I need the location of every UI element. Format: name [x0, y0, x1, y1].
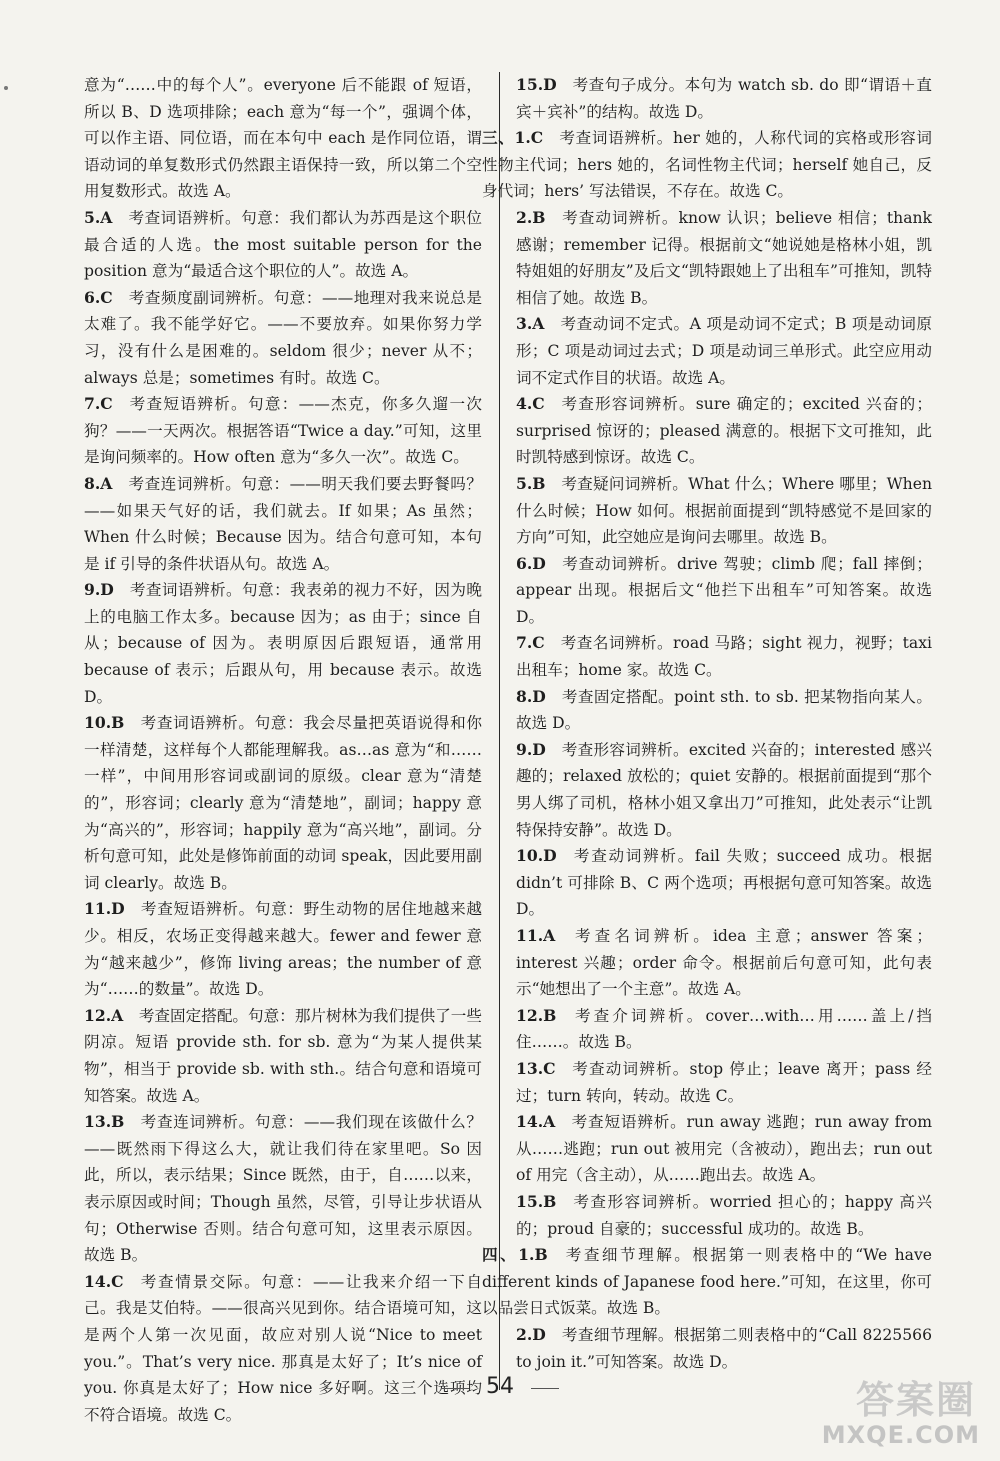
- answer-explanation: 考查动词辨析。drive 驾驶；climb 爬；fall 摔倒；appear 出现。根据后文“他拦下出租车”可知答案。故选 D。: [516, 554, 932, 626]
- answer-item: [84, 1109, 482, 1269]
- answer-explanation: 考查名词辨析。road 马路；sight 视力，视野；taxi 出租车；home 家。故选 C。: [516, 634, 932, 680]
- answer-number: 3.A: [516, 314, 545, 334]
- answer-number: 10.D: [516, 846, 557, 866]
- answer-explanation: 考查细节理解。根据第一则表格中的“We have different kinds of Japanese food here.”可知，在这里，你可以品尝日式饭菜。故选 B。: [482, 1246, 932, 1318]
- answer-explanation: 考查短语辨析。句意：——杰克，你多久遛一次狗？——一天两次。根据答语“Twice a day.”可知，这里是询问频率的。How often 意为“多久一次”。故选 C。: [84, 395, 482, 467]
- margin-dot: [4, 86, 8, 90]
- answer-item: [84, 1269, 482, 1429]
- answer-number: 14.A: [516, 1112, 556, 1132]
- answer-item: [516, 72, 932, 125]
- answer-number: 15.B: [516, 1191, 557, 1211]
- answer-number: 15.D: [516, 75, 557, 94]
- answer-item: [84, 72, 482, 205]
- answer-item: [84, 391, 482, 471]
- answer-explanation: 考查介词辨析。cover…with…用……盖上/挡住……。故选 B。: [516, 1006, 932, 1052]
- answer-item: [84, 205, 482, 285]
- answer-explanation: 考查连词辨析。句意：——我们现在该做什么？——既然雨下得这么大，就让我们待在家里吧。So 因此，所以，表示结果；Since 既然，由于，自……以来，表示原因或时间；Though 虽然，尽管，引导让步状语从句；Otherwise 否则。结合句意可知，这里表示原因。故选 B。: [84, 1113, 482, 1265]
- answer-item: [516, 1189, 932, 1242]
- answer-item: [516, 684, 932, 737]
- answer-item: [516, 311, 932, 391]
- answer-number: 6.C: [84, 287, 113, 307]
- answer-explanation: 考查连词辨析。句意：——明天我们要去野餐吗？——如果天气好的话，我们就去。If 如果；As 虽然；When 什么时候；Because 因为。结合句意可知，本句是 if 引导的条件状语从句。故选 A。: [84, 474, 482, 573]
- answer-item: [516, 1109, 932, 1189]
- answer-explanation: 考查疑问词辨析。What 什么；Where 哪里；When 什么时候；How 如何。根据前面提到“凯特感觉不是回家的方向”可知，此空她应是询问去哪里。故选 B。: [516, 474, 932, 547]
- answer-number: 8.A: [84, 473, 113, 493]
- answer-item: [516, 1056, 932, 1109]
- answer-explanation: 考查句子成分。本句为 watch sb. do 即“谓语＋直宾＋宾补”的结构。故选 D。: [516, 76, 932, 121]
- answer-item: [84, 1003, 482, 1109]
- answer-number: 2.D: [516, 1324, 546, 1344]
- right-column: [482, 72, 932, 1375]
- answer-number: 9.D: [84, 580, 114, 600]
- answer-number: 14.C: [84, 1271, 124, 1291]
- answer-number: 9.D: [516, 739, 546, 759]
- answer-item: [482, 1242, 932, 1322]
- answer-number: 7.C: [516, 633, 545, 653]
- answer-number: 四、1.B: [482, 1245, 548, 1265]
- answer-explanation: 考查词语辨析。句意：我表弟的视力不好，因为晚上的电脑工作太多。because 因为；as 由于；since 自从；because of 因为。表明原因后跟短语，通常用 because of 表示；后跟从句，用 because 表示。故选 D。: [84, 581, 482, 706]
- answer-number: 7.C: [84, 394, 113, 414]
- answer-item: [516, 205, 932, 311]
- footer-dash-left: [441, 1388, 469, 1389]
- answer-explanation: 考查频度副词辨析。句意：——地理对我来说总是太难了。我不能学好它。——不要放弃。如果你努力学习，没有什么是困难的。seldom 很少；never 从不；always 总是；sometimes 有时。故选 C。: [84, 288, 482, 387]
- watermark-logo: [796, 1365, 986, 1451]
- left-column: [84, 72, 482, 1428]
- answer-number: 13.C: [516, 1058, 556, 1078]
- answer-explanation: 考查形容词辨析。worried 担心的；happy 高兴的；proud 自豪的；successful 成功的。故选 B。: [516, 1192, 932, 1238]
- answer-explanation: 考查词语辨析。her 她的，人称代词的宾格或形容词性物主代词；hers 她的，名词性物主代词；herself 她自己，反身代词；hers’ 写法错误，不存在。故选 C。: [482, 129, 932, 201]
- answer-number: 4.C: [516, 394, 545, 414]
- watermark-url: MXQE.COM: [821, 1421, 980, 1449]
- answer-explanation: 考查情景交际。句意：——让我来介绍一下自己。我是艾伯特。——很高兴见到你。结合语境可知，这是两个人第一次见面，故应对别人说“Nice to meet you.”。That’s very nice. 那真是太好了；It’s nice of you. 你真是太好了；How nice 多好啊。这三个选项均不符合语境。故选 C。: [84, 1272, 482, 1424]
- answer-number: 5.A: [84, 207, 113, 227]
- answer-item: [482, 125, 932, 205]
- answer-explanation: 意为“……中的每个人”。everyone 后不能跟 of 短语，所以 B、D 选项排除；each 意为“每一个”，强调个体，可以作主语、同位语，而在本句中 each 是作同位语，谓语动词的单复数形式仍然跟主语保持一致，所以第二个空用复数形式。故选 A。: [84, 76, 482, 201]
- answer-number: 11.A: [516, 926, 556, 945]
- answer-explanation: 考查动词辨析。know 认识；believe 相信；thank 感谢；remember 记得。根据前文“她说她是格林小姐，凯特姐姐的好朋友”及后文“凯特跟她上了出租车”可推知，凯特相信了她。故选 B。: [516, 208, 932, 307]
- answer-explanation: 考查固定搭配。point sth. to sb. 把某物指向某人。故选 D。: [516, 687, 932, 733]
- answer-number: 2.B: [516, 207, 546, 227]
- answer-number: 三、1.C: [482, 128, 544, 148]
- answer-explanation: 考查词语辨析。句意：我会尽量把英语说得和你一样清楚，这样每个人都能理解我。as…as 意为“和……一样”，中间用形容词或副词的原级。clear 意为“清楚的”，形容词；clearly 意为“清楚地”，副词；happy 意为“高兴的”，形容词；happily 意为“高兴地”，副词。分析句意可知，此处是修饰前面的动词 speak，因此要用副词 clearly。故选 B。: [84, 714, 482, 892]
- answer-number: 12.A: [84, 1005, 124, 1025]
- answer-explanation: 考查形容词辨析。excited 兴奋的；interested 感兴趣的；relaxed 放松的；quiet 安静的。根据前面提到“那个男人绑了司机，格林小姐又拿出刀”可推知，此处表示“让凯特保持安静”。故选 D。: [516, 740, 932, 839]
- answer-item: [516, 551, 932, 631]
- answer-number: 13.B: [84, 1112, 125, 1132]
- answer-item: [516, 737, 932, 843]
- answer-explanation: 考查词语辨析。句意：我们都认为苏西是这个职位最合适的人选。the most suitable person for the position 意为“最适合这个职位的人”。故选 A。: [84, 208, 482, 281]
- answer-number: 10.B: [84, 713, 125, 733]
- answer-item: [516, 1003, 932, 1056]
- answer-explanation: 考查动词辨析。fail 失败；succeed 成功。根据 didn’t 可排除 B、C 两个选项；再根据句意可知答案。故选 D。: [516, 847, 932, 919]
- answer-item: [516, 630, 932, 683]
- answer-explanation: 考查名词辨析。idea 主意；answer 答案；interest 兴趣；order 命令。根据前后句意可知，此句表示“她想出了一个主意”。故选 A。: [516, 927, 932, 999]
- answer-explanation: 考查固定搭配。句意：那片树林为我们提供了一些阴凉。短语 provide sth. for sb. 意为“为某人提供某物”，相当于 provide sb. with sth.。结合句意和语境可知答案。故选 A。: [84, 1006, 482, 1105]
- answer-item: [84, 471, 482, 577]
- answer-item: [516, 843, 932, 923]
- answer-explanation: 考查动词辨析。stop 停止；leave 离开；pass 经过；turn 转向，转动。故选 C。: [516, 1059, 932, 1105]
- answer-explanation: 考查短语辨析。句意：野生动物的居住地越来越少。相反，农场正变得越来越大。fewer and fewer 意为“越来越少”，修饰 living areas；the number of 意为“……的数量”。故选 D。: [84, 900, 482, 999]
- answer-number: 5.B: [516, 473, 546, 493]
- answer-item: [516, 471, 932, 551]
- answer-explanation: 考查形容词辨析。sure 确定的；excited 兴奋的；surprised 惊讶的；pleased 满意的。根据下文可推知，此时凯特感到惊讶。故选 C。: [516, 395, 932, 467]
- answer-number: 6.D: [516, 553, 546, 573]
- answer-item: [516, 923, 932, 1003]
- footer-dash-right: [531, 1388, 559, 1389]
- watermark-text: 答案圈: [855, 1378, 976, 1422]
- answer-item: [84, 896, 482, 1002]
- answer-explanation: 考查细节理解。根据第二则表格中的“Call 8225566 to join it.”可知答案。故选 D。: [516, 1325, 932, 1371]
- answer-number: 11.D: [84, 899, 125, 919]
- answer-item: [84, 285, 482, 391]
- answer-item: [516, 391, 932, 471]
- column-divider: [499, 72, 500, 1390]
- answer-number: 12.B: [516, 1005, 557, 1025]
- answer-number: 8.D: [516, 686, 546, 706]
- answer-explanation: 考查短语辨析。run away 逃跑；run away from 从……逃跑；run out 被用完（含被动），跑出去；run out of 用完（含主动），从……跑出去。故选 A。: [516, 1113, 932, 1185]
- page-number: 54: [486, 1374, 514, 1399]
- answer-item: [84, 577, 482, 710]
- answer-item: [84, 710, 482, 896]
- answer-explanation: 考查动词不定式。A 项是动词不定式；B 项是动词原形；C 项是动词过去式；D 项是动词三单形式。此空应用动词不定式作目的状语。故选 A。: [516, 315, 932, 387]
